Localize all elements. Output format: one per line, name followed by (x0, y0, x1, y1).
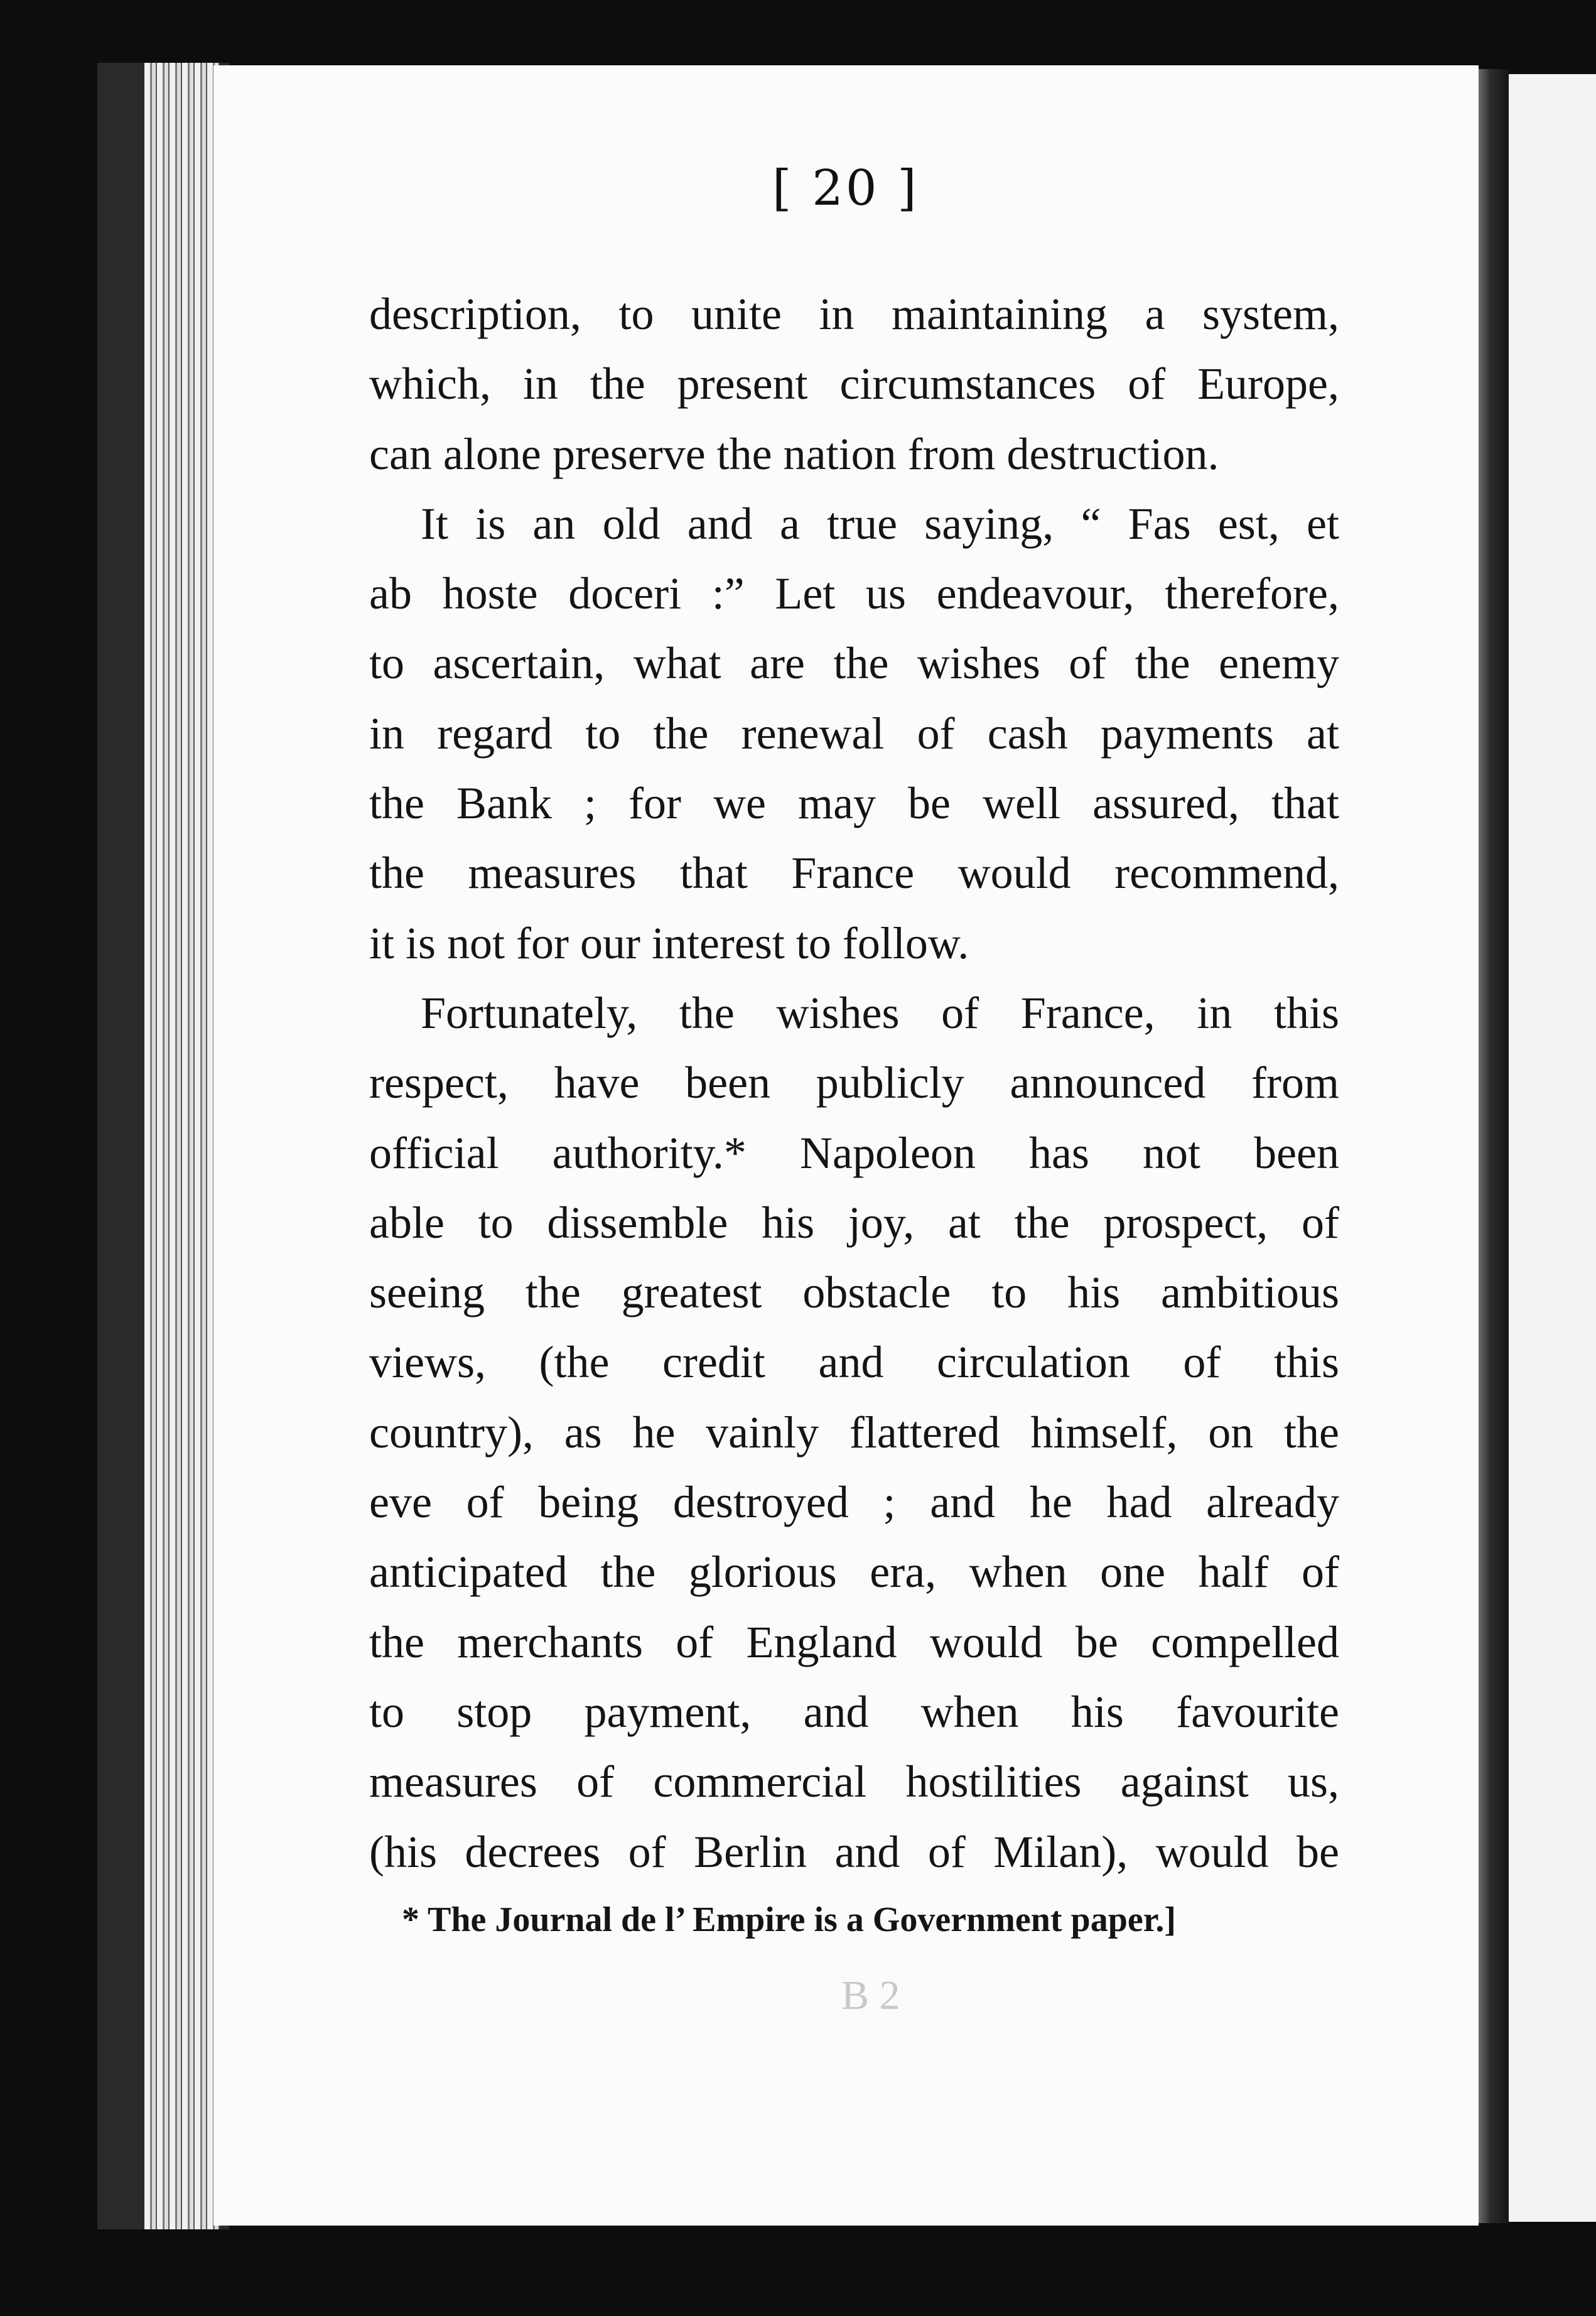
text-line: official authority.* Napoleon has not been (369, 1127, 1339, 1178)
text-line: seeing the greatest obstacle to his ambitious (369, 1267, 1339, 1318)
page-number: [ 20 ] (772, 160, 919, 217)
text-line: views, (the credit and circulation of this (369, 1337, 1339, 1388)
text-line: country), as he vainly flattered himself, on the (369, 1407, 1339, 1458)
text-line: the Bank ; for we may be well assured, that (369, 778, 1339, 829)
body-text (369, 279, 1339, 1887)
text-line: the measures that France would recommend, (369, 848, 1339, 899)
facing-page-edge (1509, 74, 1596, 2222)
text-line: to stop payment, and when his favourite (369, 1686, 1339, 1737)
text-line: It is an old and a true saying, “ Fas est, et (421, 498, 1339, 549)
text-line: to ascertain, what are the wishes of the enemy (369, 638, 1339, 689)
text-line: anticipated the glorious era, when one half of (369, 1547, 1339, 1598)
text-line: which, in the present circumstances of Europe, (369, 359, 1339, 409)
signature-mark: B 2 (841, 1972, 900, 2018)
text-line: in regard to the renewal of cash payments at (369, 708, 1339, 759)
gutter-shadow (1479, 69, 1509, 2223)
page-edges (144, 63, 220, 2229)
text-line: measures of commercial hostilities against us, (369, 1756, 1339, 1807)
text-line: Fortunately, the wishes of France, in this (421, 987, 1339, 1038)
text-line: ab hoste doceri :” Let us endeavour, therefore, (369, 568, 1339, 619)
text-line: it is not for our interest to follow. (369, 917, 969, 968)
text-line: can alone preserve the nation from destruction. (369, 428, 1219, 479)
text-line: able to dissemble his joy, at the prospect, of (369, 1197, 1339, 1248)
text-line: description, to unite in maintaining a system, (369, 289, 1339, 339)
text-line: eve of being destroyed ; and he had already (369, 1477, 1339, 1528)
text-line: (his decrees of Berlin and of Milan), would be (369, 1826, 1339, 1877)
text-line: the merchants of England would be compelled (369, 1616, 1339, 1667)
footnote: * The Journal de l’ Empire is a Government paper.] (402, 1900, 1177, 1939)
text-line: respect, have been publicly announced from (369, 1058, 1339, 1108)
